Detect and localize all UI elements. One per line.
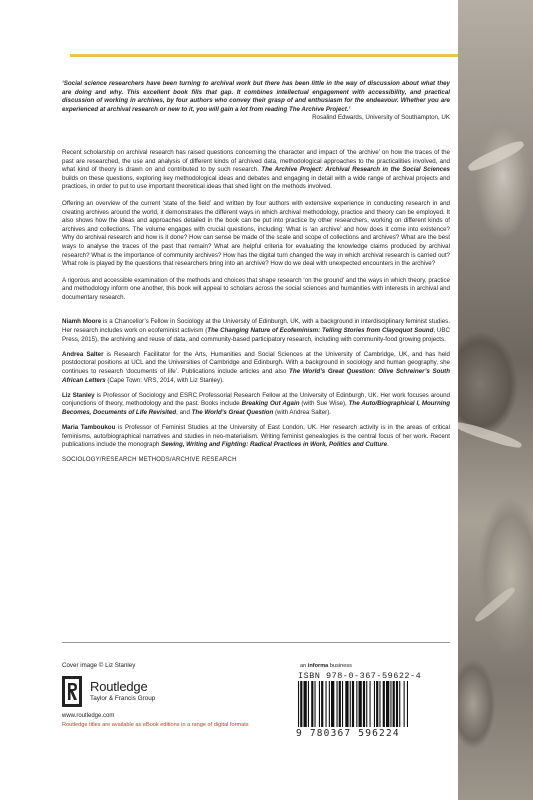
description-paragraph-3: A rigorous and accessible examination of the methods and choices that shape research ‘on the ground’ and the ways in which theory, practice and methodology inform one another, this book will appeal to scholars across the social sciences and humanities with interests in archival and documentary research. — [62, 276, 450, 301]
barcode-icon — [296, 681, 446, 727]
informa-business: an informa business — [300, 663, 352, 669]
book-title: The Archive Project: Archival Research in the Social Sciences — [261, 166, 450, 174]
divider — [62, 642, 450, 643]
routledge-logo-icon — [62, 676, 82, 707]
description-paragraph-2: Offering an overview of the current ‘state of the field’ and written by four authors with extensive experience in conducting research in and creating archives around the world, it demonstrates the different ways in which archival methodology, practice and theory can be employed. It also shows how the ideas and approaches detailed in the book can be put into practice by other researchers, working on different kinds of archives and collections. The volume engages with crucial questions, including: What is ‘an archive’ and how does it come into existence? Why do archival research and how is it done? How can sense be made of the scale and scope of collections and archives? What are the best ways to analyse the traces of the past that remain? What are helpful criteria for evaluating the knowledge claims produced by archival research? What is the importance of community archives? How has the digital turn changed the way in which archival research is carried out? What role is played by the questions that researchers bring into an archive? How do we deal with unexpected encounters in the archive? — [62, 199, 450, 268]
main-text — [62, 80, 450, 465]
cover-credit: Cover image © Liz Stanley — [62, 662, 136, 669]
bio-moore: Niamh Moore is a Chancellor’s Fellow in Sociology at the University of Edinburgh, UK, with a background in interdisciplinary feminist studies. Her research includes work on ecofeminist activism (The Changing Nature of Ecofeminism: Telling Stories from Clayoquot Sound, UBC Press, 2015), the archiving and reuse of data, and community-based participatory research, including with community-food growing projects. — [62, 318, 450, 343]
publisher-name: Routledge — [90, 679, 148, 694]
bio-salter: Andrea Salter is Research Facilitator for the Arts, Humanities and Social Sciences at the University of Cambridge, UK, and has held postdoctoral positions at UCL and the Universities of Cambridge and Edinburgh. With a background in sociology and human geography, she continues to research ‘documents of life’. Publications include articles and also The World’s Great Question: Olive Schreiner’s South African Letters (Cape Town: VRS, 2014, with Liz Stanley). — [62, 350, 450, 384]
endorsement-attribution: Rosalind Edwards, University of Southampton, UK — [312, 114, 450, 122]
accent-stripe — [70, 54, 458, 57]
subject-category: SOCIOLOGY/RESEARCH METHODS/ARCHIVE RESEARCH — [62, 457, 237, 464]
cover-photo-strip — [458, 0, 533, 800]
endorsement-quote: ‘Social science researchers have been turning to archival work but there has been little in the way of discussion about what they are doing and why. This excellent book fills that gap. It combines intellectual engagement with accessibility, and practical discussion of working in archives, by four authors who convey their grasp of and enthusiasm for the endeavour. Whether you are experienced at archival research or new to it, you will gain a lot from reading The Archive Project.’ — [62, 80, 450, 113]
publisher-website: www.routledge.com — [62, 713, 115, 719]
ebook-note: Routledge titles are available as eBook editions in a range of digital formats — [62, 722, 249, 728]
isbn-label: ISBN 978-0-367-59622-4 — [298, 671, 422, 681]
description-paragraph-1: Recent scholarship on archival research has raised questions concerning the character and impact of ‘the archive’ on how the traces of the past are researched, the use and analysis of different kinds of archived data, methodological approaches to the practicalities involved, and what kind of theory is drawn on and contributed to by such research. The Archive Project: Archival Research in the Social Sciences builds on these questions, exploring key methodological ideas and debates and engaging in detail with a wide range of archival projects and practices, in order to put to use important theoretical ideas that shed light on the methods involved. — [62, 148, 450, 191]
author-bios — [62, 318, 450, 449]
publisher-group: Taylor & Francis Group — [90, 695, 156, 702]
bio-tamboukou: Maria Tamboukou is Professor of Feminist Studies at the University of East London, UK. Her research activity is in the areas of critical feminisms, auto/biographical narratives and studies in neo-materialism. Writing feminist genealogies is the central focus of her work. Recent publications include the monograph Sewing, Writing and Fighting: Radical Practices in Work, Politics and Culture. — [62, 423, 450, 449]
bio-stanley: Liz Stanley is Professor of Sociology and ESRC Professorial Research Fellow at the University of Edinburgh, UK. Her work focuses around conjunctions of theory, methodology and the past. Books include Breaking Out Again (with Sue Wise), The Auto/Biographical I, Mourning Becomes, Documents of Life Revisited, and The World’s Great Question (with Andrea Salter). — [62, 391, 451, 416]
barcode-number: 9 780367 596224 — [296, 728, 400, 739]
